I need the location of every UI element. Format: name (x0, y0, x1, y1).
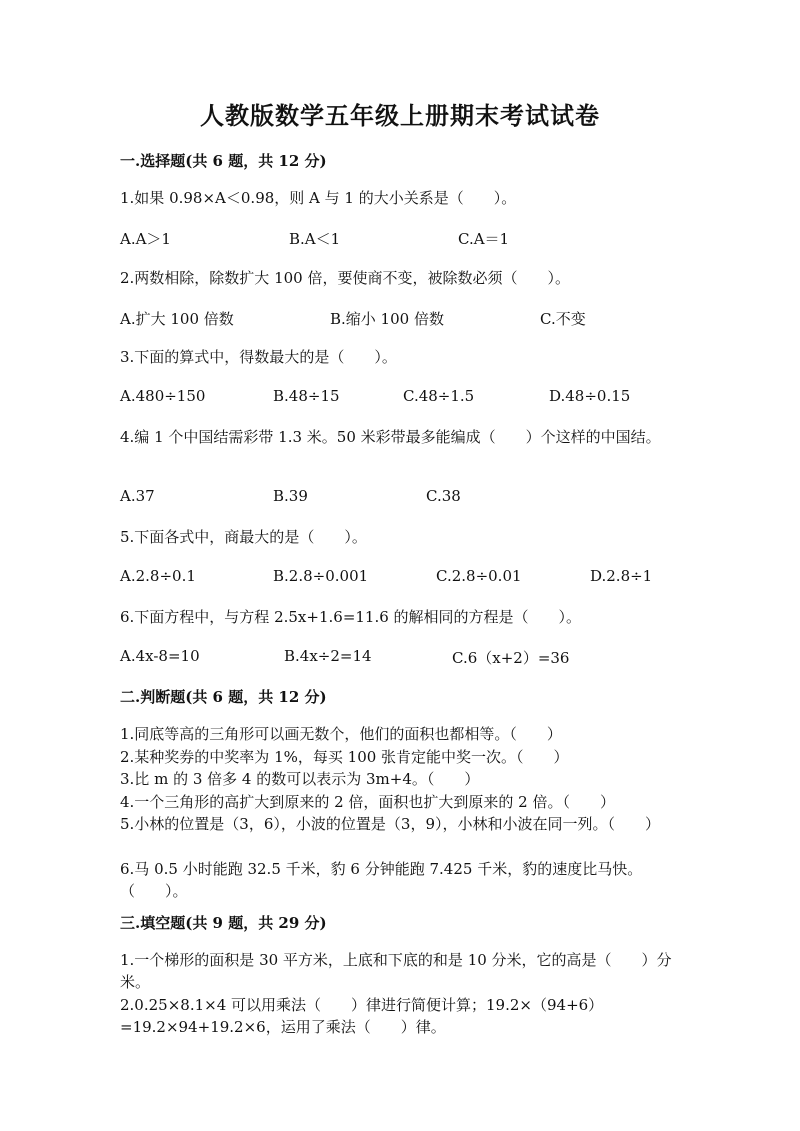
judgment-item: 1.同底等高的三角形可以画无数个，他们的面积也都相等。（ ） (120, 725, 562, 743)
judgment-item: 5.小林的位置是（3，6），小波的位置是（3，9），小林和小波在同一列。（ ） (120, 815, 660, 833)
option: C.38 (426, 487, 461, 505)
option: A.A＞1 (120, 230, 171, 248)
option: A.2.8÷0.1 (120, 567, 196, 585)
question-text: 2.两数相除，除数扩大 100 倍，要使商不变，被除数必须（ ）。 (120, 269, 570, 287)
option: A.37 (120, 487, 155, 505)
option: B.48÷15 (273, 387, 340, 405)
option: C.不变 (540, 310, 586, 328)
option: B.39 (273, 487, 308, 505)
option: C.48÷1.5 (403, 387, 475, 405)
option: B.A＜1 (289, 230, 341, 248)
question-text: 6.下面方程中，与方程 2.5x+1.6=11.6 的解相同的方程是（ ）。 (120, 608, 582, 626)
option: B.2.8÷0.001 (273, 567, 369, 585)
judgment-item: 4.一个三角形的高扩大到原来的 2 倍，面积也扩大到原来的 2 倍。（ ） (120, 793, 615, 811)
option: D.48÷0.15 (549, 387, 631, 405)
judgment-item: 6.马 0.5 小时能跑 32.5 千米，豹 6 分钟能跑 7.425 千米，豹的速度比马快。（ ）。 (120, 860, 643, 900)
section-heading-fill: 三.填空题(共 9 题，共 29 分) (120, 914, 327, 932)
page-title: 人教版数学五年级上册期末考试试卷 (200, 101, 600, 130)
option: C.2.8÷0.01 (436, 567, 522, 585)
option: C.A＝1 (458, 230, 510, 248)
section-heading-judgment: 二.判断题(共 6 题，共 12 分) (120, 688, 327, 706)
option: B.4x÷2=14 (284, 647, 372, 665)
judgment-item: 3.比 m 的 3 倍多 4 的数可以表示为 3m+4。（ ） (120, 770, 480, 788)
judgment-item: 2.某种奖券的中奖率为 1%，每买 100 张肯定能中奖一次。（ ） (120, 748, 569, 766)
section-heading-choice: 一.选择题(共 6 题，共 12 分) (120, 152, 327, 170)
question-text: 5.下面各式中，商最大的是（ ）。 (120, 528, 367, 546)
question-text: 3.下面的算式中，得数最大的是（ ）。 (120, 348, 397, 366)
option: A.扩大 100 倍数 (120, 310, 234, 328)
fill-item: 1.一个梯形的面积是 30 平方米，上底和下底的和是 10 分米，它的高是（ ）分米。 (120, 951, 672, 991)
question-text: 1.如果 0.98×A＜0.98，则 A 与 1 的大小关系是（ ）。 (120, 189, 517, 207)
option: C.6（x+2）=36 (452, 649, 570, 667)
fill-item: 2.0.25×8.1×4 可以用乘法（ ）律进行简便计算；19.2×（94+6）=19.2×94+19.2×6，运用了乘法（ ）律。 (120, 996, 604, 1036)
question-text: 4.编 1 个中国结需彩带 1.3 米。50 米彩带最多能编成（ ）个这样的中国结。 (120, 428, 661, 446)
option: A.4x-8=10 (120, 647, 200, 665)
option: D.2.8÷1 (590, 567, 653, 585)
option: B.缩小 100 倍数 (330, 310, 444, 328)
option: A.480÷150 (120, 387, 206, 405)
